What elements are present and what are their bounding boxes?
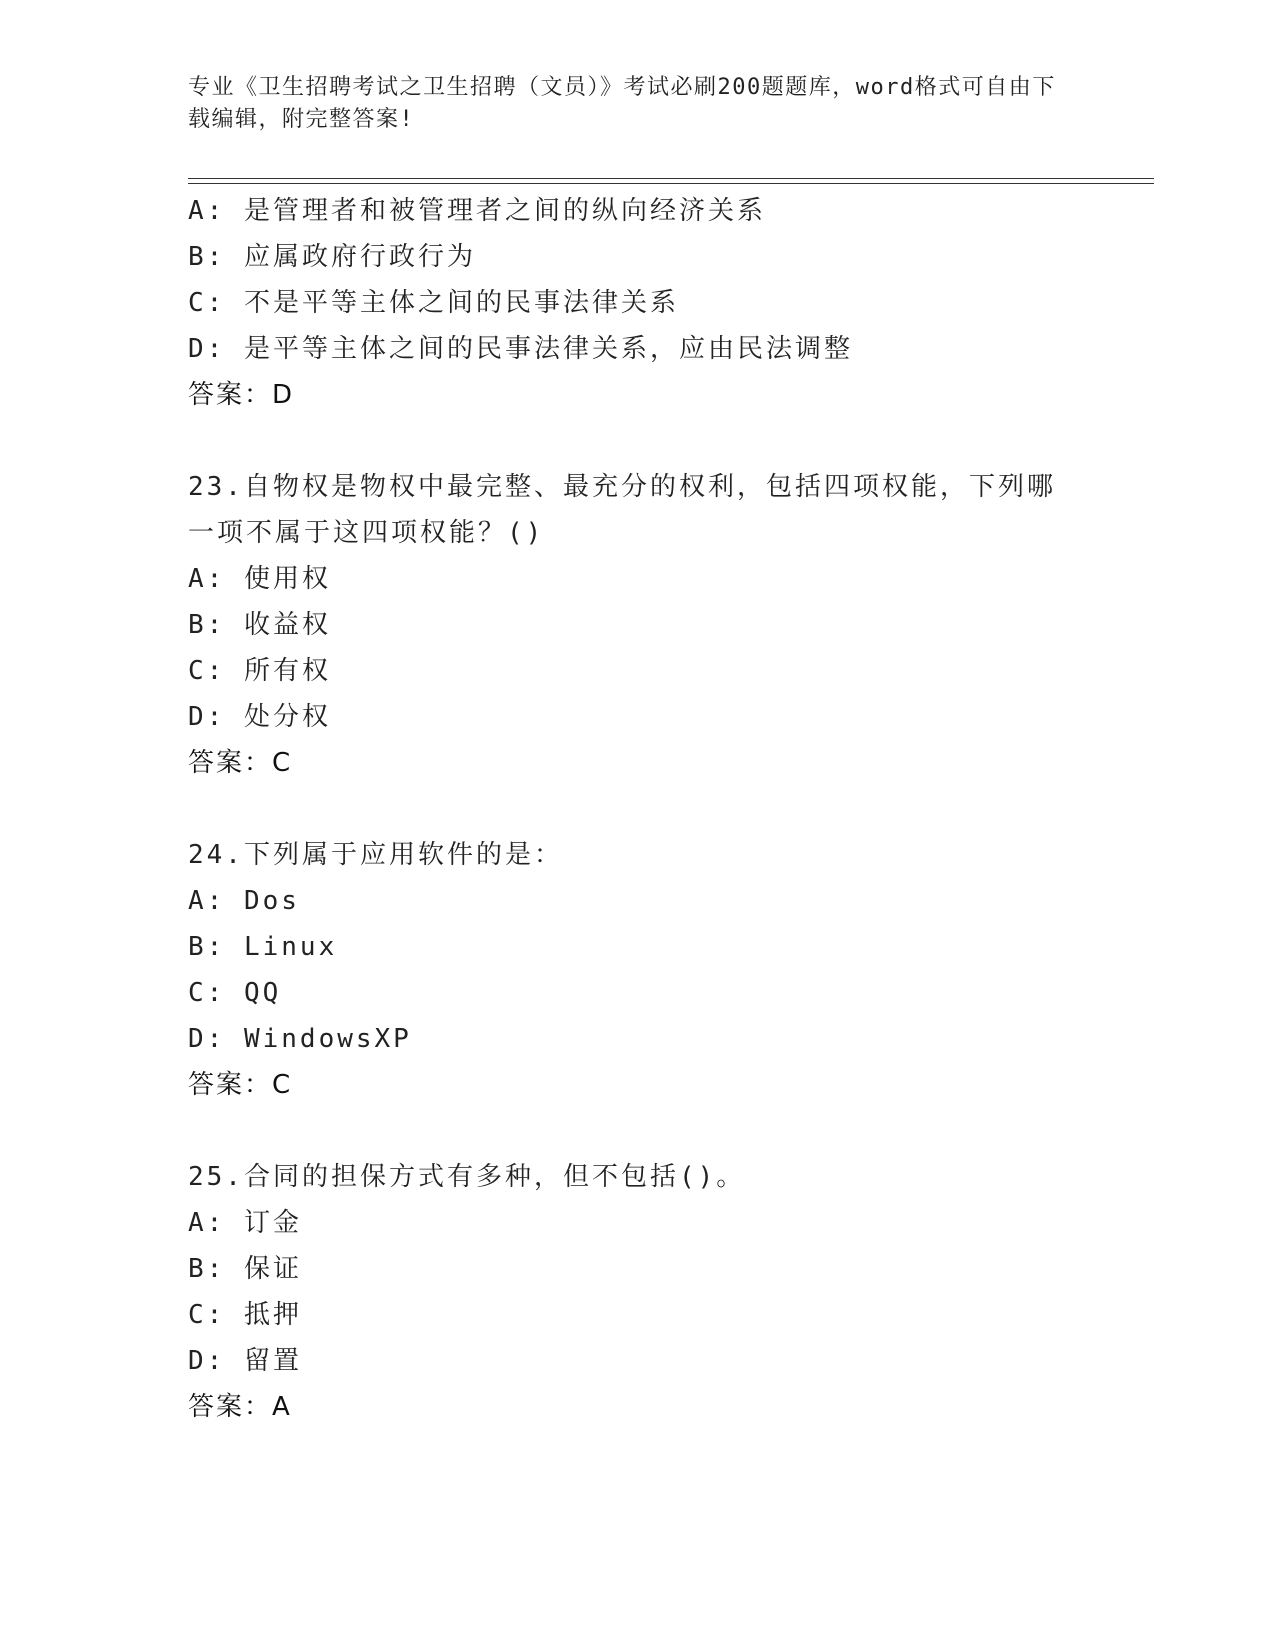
option-c: C: 所有权	[188, 656, 331, 686]
spacer	[188, 418, 1088, 464]
option-d: D: WindowsXP	[188, 1024, 412, 1054]
option-c: C: 不是平等主体之间的民事法律关系	[188, 288, 679, 318]
spacer	[188, 786, 1088, 832]
answer-line: 答案：A	[188, 1392, 292, 1422]
option-c: C: QQ	[188, 978, 282, 1008]
answer-line: 答案：C	[188, 748, 293, 778]
question-24	[188, 832, 1088, 1108]
option-d: D: 处分权	[188, 702, 331, 732]
option-b: B: 保证	[188, 1254, 302, 1284]
option-d: D: 留置	[188, 1346, 302, 1376]
option-c: C: 抵押	[188, 1300, 302, 1330]
header-divider-top	[188, 178, 1154, 179]
document-body	[188, 188, 1088, 1430]
question-23	[188, 464, 1088, 786]
header-divider-bottom	[188, 183, 1154, 184]
option-b: B: 收益权	[188, 610, 331, 640]
answer-line: 答案：D	[188, 380, 295, 410]
question-stem: 23.自物权是物权中最完整、最充分的权利，包括四项权能，下列哪一项不属于这四项权能？()	[188, 472, 1056, 548]
question-carryover	[188, 188, 1088, 418]
option-d: D: 是平等主体之间的民事法律关系，应由民法调整	[188, 334, 853, 364]
question-stem: 25.合同的担保方式有多种，但不包括()。	[188, 1162, 746, 1192]
option-a: A: 使用权	[188, 564, 331, 594]
spacer	[188, 1108, 1088, 1154]
option-b: B: Linux	[188, 932, 338, 962]
answer-line: 答案：C	[188, 1070, 293, 1100]
option-a: A: 订金	[188, 1208, 302, 1238]
option-a: A: Dos	[188, 886, 300, 916]
document-header: 专业《卫生招聘考试之卫生招聘（文员）》考试必刷200题题库，word格式可自由下载编辑，附完整答案!	[188, 75, 1056, 132]
option-b: B: 应属政府行政行为	[188, 242, 476, 272]
question-stem: 24.下列属于应用软件的是：	[188, 840, 563, 870]
option-a: A: 是管理者和被管理者之间的纵向经济关系	[188, 196, 766, 226]
question-25	[188, 1154, 1088, 1430]
